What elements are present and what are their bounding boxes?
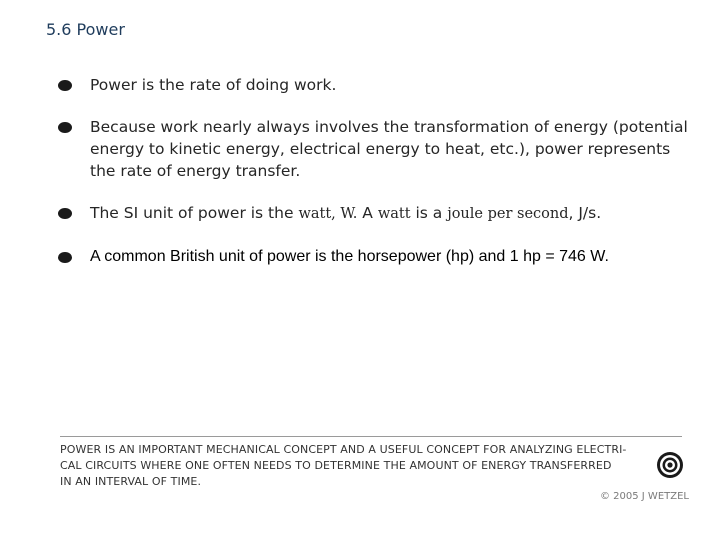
bullet-dot-icon	[58, 80, 72, 91]
bullet-text-4: A common British unit of power is the horsepower (hp) and 1 hp = 746 W.	[90, 248, 609, 265]
caption-divider	[60, 436, 682, 437]
caption-line-2: CAL CIRCUITS WHERE ONE OFTEN NEEDS TO DETERMINE THE AMOUNT OF ENERGY TRANSFERRED	[60, 459, 612, 472]
bullet-text-1: Power is the rate of doing work.	[90, 76, 337, 94]
si-unit-text-4: , J/s.	[568, 204, 602, 222]
si-unit-text-2: A	[357, 204, 378, 222]
caption-text	[60, 442, 646, 490]
caption-line-1: POWER IS AN IMPORTANT MECHANICAL CONCEPT AND A USEFUL CONCEPT FOR ANALYZING ELECTRI-	[60, 443, 627, 456]
copyright-text: © 2005 J WETZEL	[600, 491, 689, 502]
slide-title: 5.6 Power	[46, 20, 125, 39]
bullet-text-2	[90, 116, 690, 182]
caption-line-3: IN AN INTERVAL OF TIME.	[60, 475, 202, 488]
bullet-text-2-line-3: the rate of energy transfer.	[90, 162, 301, 180]
bullet-text-3	[90, 202, 690, 225]
bullet-dot-icon	[58, 122, 72, 133]
bullet-text-2-line-2: energy to kinetic energy, electrical energy to heat, etc.), power represents	[90, 140, 671, 158]
watt-term-2: watt	[377, 206, 411, 222]
joule-term: joule per second	[447, 206, 569, 222]
bullet-text-2-line-1: Because work nearly always involves the transformation of energy (potential	[90, 118, 688, 136]
watt-term: watt, W.	[298, 206, 358, 222]
target-icon	[656, 451, 684, 479]
bullet-dot-icon	[58, 252, 72, 263]
si-unit-text: The SI unit of power is the	[90, 204, 299, 222]
bullet-dot-icon	[58, 208, 72, 219]
si-unit-text-3: is a	[410, 204, 448, 222]
